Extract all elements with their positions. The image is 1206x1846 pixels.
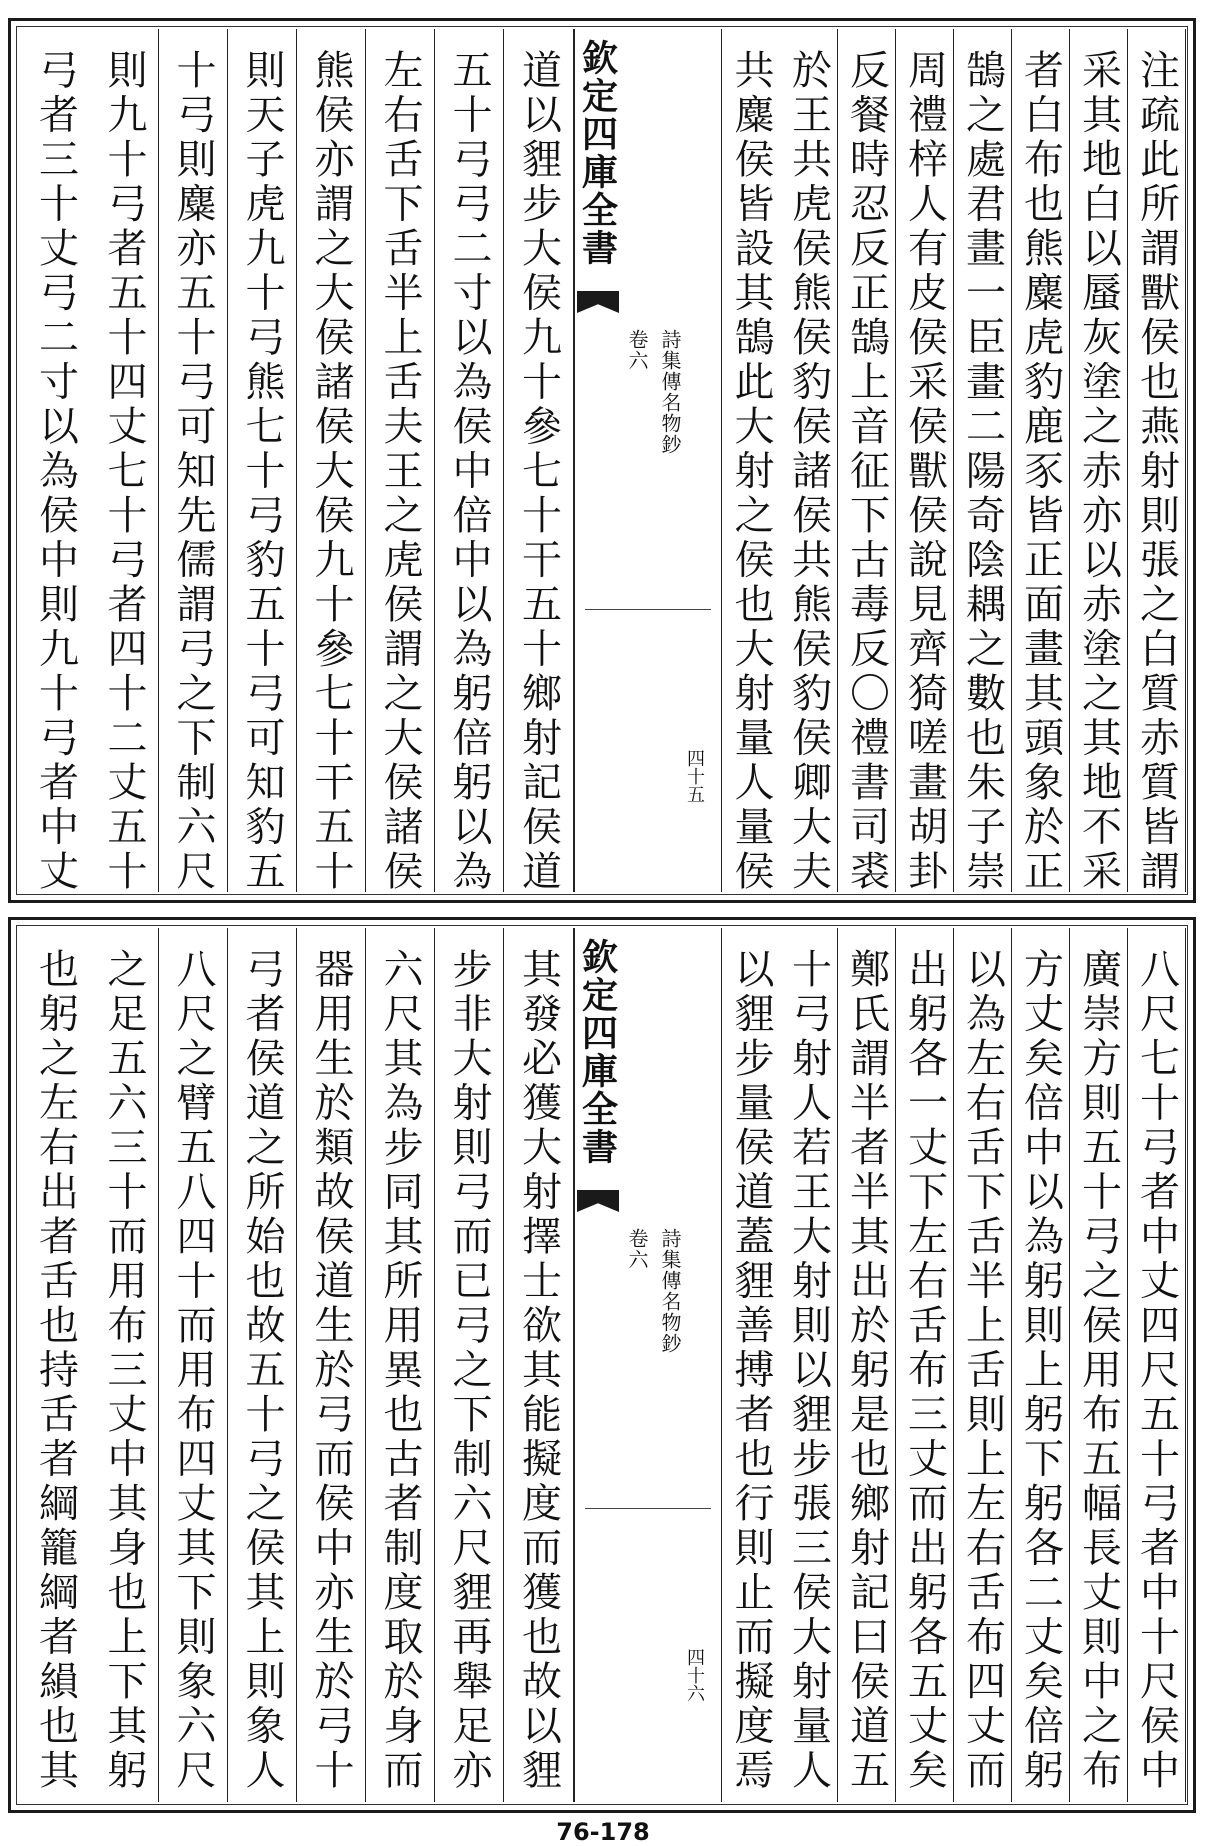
column-text: 方丈矣倍中以為躬則上躬下躬各二丈矣倍躬 — [1017, 948, 1064, 1794]
text-column — [1012, 928, 1070, 1802]
text-column — [297, 928, 366, 1802]
divider-rule — [585, 1508, 711, 1509]
text-column — [159, 29, 228, 895]
column-text: 八尺七十弓者中丈四尺五十弓者中十尺侯中 — [1133, 948, 1180, 1794]
column-text: 於王共虎侯熊侯豹侯諸侯共熊侯豹侯卿大夫 — [785, 49, 832, 895]
text-column — [435, 29, 504, 895]
column-text: 十弓則麋亦五十弓可知先儒謂弓之下制六尺 — [170, 49, 216, 895]
book-title-text: 欽定四庫全書 — [576, 938, 619, 1166]
column-text: 熊侯亦謂之大侯諸侯大侯九十參七十干五十 — [308, 49, 354, 895]
text-column — [504, 928, 574, 1802]
column-text: 之足五六三十而用布三丈中其身也上下其躬 — [101, 948, 147, 1794]
work-title: 詩集傳名物鈔 — [658, 1228, 682, 1354]
text-column — [1070, 29, 1128, 895]
text-column — [838, 928, 896, 1802]
column-text: 六尺其為步同其所用異也古者制度取於身而 — [377, 948, 423, 1794]
divider-rule — [585, 609, 711, 610]
column-text: 則九十弓者五十四丈七十弓者四十二丈五十 — [101, 49, 147, 895]
text-column — [228, 928, 297, 1802]
text-column — [297, 29, 366, 895]
text-column — [90, 29, 159, 895]
text-column — [21, 928, 90, 1802]
text-column — [780, 29, 838, 895]
fishtail-mark — [577, 1190, 619, 1212]
text-column — [504, 29, 574, 895]
text-column — [435, 928, 504, 1802]
text-column — [1070, 928, 1128, 1802]
text-column — [780, 928, 838, 1802]
column-text: 周禮梓人有皮侯采侯獸侯說見齊猗嗟畫胡卦 — [901, 49, 948, 895]
top-page-panel — [8, 18, 1196, 903]
text-column — [896, 29, 954, 895]
page-number: 76-178 — [556, 1818, 650, 1846]
text-column — [954, 29, 1012, 895]
volume-label — [623, 1228, 859, 1354]
column-text: 也躬之左右出者舌也持舌者綱籠綱者縜也其 — [32, 948, 79, 1794]
column-text: 弓者侯道之所始也故五十弓之侯其上則象人 — [239, 948, 285, 1794]
column-text: 以貍步量侯道蓋貍善搏者也行則止而擬度焉 — [728, 948, 774, 1794]
column-text: 十弓射人若王大射則以貍步張三侯大射量人 — [785, 948, 832, 1794]
column-text: 反餐時忍反正鵠上音征下古毒反〇禮書司裘 — [843, 49, 890, 895]
text-column — [21, 29, 90, 895]
text-column — [1128, 928, 1186, 1802]
column-text: 其發必獲大射擇士欲其能擬度而獲也故以貍 — [515, 948, 562, 1794]
book-title-text: 欽定四庫全書 — [576, 39, 619, 267]
column-text: 出躬各一丈下左右舌布三丈而出躬各五丈矣 — [901, 948, 948, 1794]
text-column — [366, 928, 435, 1802]
column-text: 八尺之臂五八四十而用布四丈其下則象六尺 — [170, 948, 216, 1794]
column-text: 鵠之處君畫一臣畫二陽奇陰耦之數也朱子崇 — [959, 49, 1006, 895]
book-title — [575, 928, 621, 1178]
center-fold-column — [574, 928, 722, 1802]
book-title — [575, 29, 621, 279]
column-text: 采其地白以蜃灰塗之赤亦以赤塗之其地不采 — [1075, 49, 1122, 895]
volume-number: 卷六 — [625, 329, 649, 371]
text-column — [90, 928, 159, 1802]
center-fold-column — [574, 29, 722, 892]
text-column — [896, 928, 954, 1802]
text-column — [1012, 29, 1070, 895]
text-column — [1128, 29, 1186, 895]
folio-number: 四十六 — [684, 1648, 705, 1702]
text-column — [366, 29, 435, 895]
column-text: 鄭氏謂半者半其出於躬是也鄉射記曰侯道五 — [843, 948, 890, 1794]
text-column — [722, 29, 780, 895]
column-text: 器用生於類故侯道生於弓而侯中亦生於弓十 — [308, 948, 354, 1794]
column-text: 以為左右舌下舌半上舌則上左右舌布四丈而 — [959, 948, 1006, 1794]
text-column — [954, 928, 1012, 1802]
folio-number: 四十五 — [684, 749, 705, 803]
text-column — [838, 29, 896, 895]
column-text: 共麋侯皆設其鵠此大射之侯也大射量人量侯 — [728, 49, 774, 895]
column-text: 左右舌下舌半上舌夫王之虎侯謂之大侯諸侯 — [377, 49, 423, 895]
column-text: 步非大射則弓而已弓之下制六尺貍再舉足亦 — [446, 948, 492, 1794]
column-text: 道以貍步大侯九十參七十干五十鄉射記侯道 — [515, 49, 562, 895]
volume-number: 卷六 — [625, 1228, 649, 1270]
column-text: 注疏此所謂獸侯也燕射則張之白質赤質皆謂 — [1133, 49, 1180, 895]
column-text: 廣崇方則五十弓之侯用布五幅長丈則中之布 — [1075, 948, 1122, 1794]
text-column — [159, 928, 228, 1802]
column-text: 則天子虎九十弓熊七十弓豹五十弓可知豹五 — [239, 49, 285, 895]
text-column — [722, 928, 780, 1802]
text-column — [228, 29, 297, 895]
work-title: 詩集傳名物鈔 — [658, 329, 682, 455]
column-text: 五十弓弓二寸以為侯中倍中以為躬倍躬以為 — [446, 49, 492, 895]
column-text: 者白布也熊麋虎豹鹿豕皆正面畫其頭象於正 — [1017, 49, 1064, 895]
volume-label — [623, 329, 859, 455]
column-text: 弓者三十丈弓二寸以為侯中則九十弓者中丈 — [32, 49, 79, 895]
bottom-page-panel — [8, 917, 1196, 1813]
fishtail-mark — [577, 291, 619, 313]
